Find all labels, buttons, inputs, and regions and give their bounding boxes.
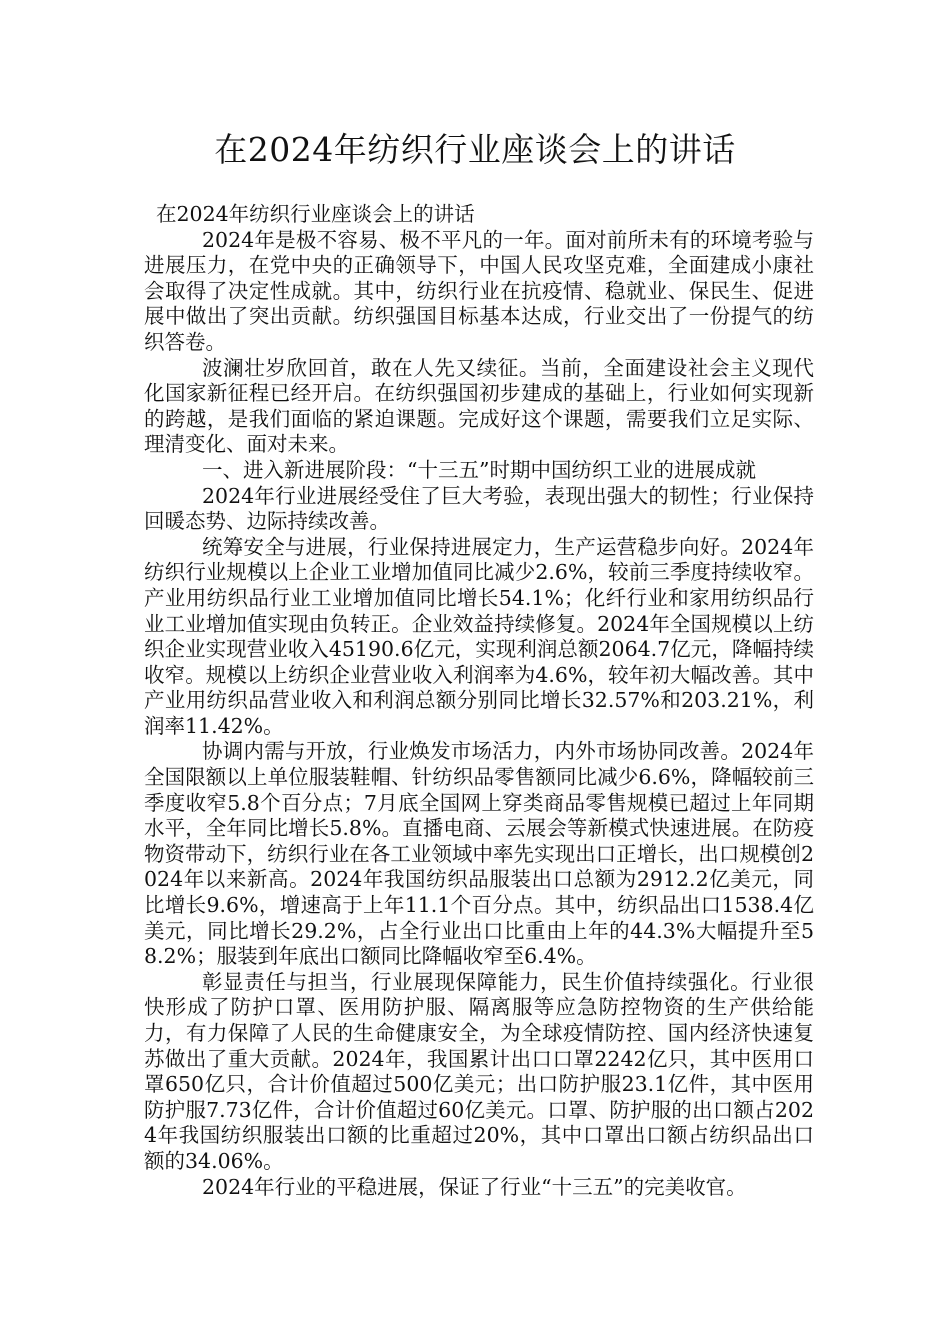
paragraph-resilience: 2024年行业进展经受住了巨大考验，表现出强大的韧性；行业保持回暖态势、边际持续改善。 <box>144 483 814 534</box>
paragraph-intro: 2024年是极不容易、极不平凡的一年。面对前所未有的环境考验与进展压力，在党中央的正确领导下，中国人民攻坚克难，全面建成小康社会取得了决定性成就。其中，纺织行业在抗疫情、稳就业、保民生、促进展中做出了突出贡献。纺织强国目标基本达成，行业交出了一份提气的纺织答卷。 <box>144 227 814 354</box>
document-title: 在2024年纺织行业座谈会上的讲话 <box>214 130 736 169</box>
section-heading-1: 一、进入新进展阶段：“十三五”时期中国纺织工业的进展成就 <box>202 457 756 482</box>
paragraph-market: 协调内需与开放，行业焕发市场活力，内外市场协同改善。2024年全国限额以上单位服装鞋帽、针纺织品零售额同比减少6.6%，降幅较前三季度收窄5.8个百分点；7月底全国网上穿类商品零售规模已超过上年同期水平，全年同比增长5.8%。直播电商、云展会等新模式快速进展。在防疫物资带动下，纺织行业在各工业领域中率先实现出口正增长，出口规模创2024年以来新高。2024年我国纺织品服装出口总额为2912.2亿美元，同比增长9.6%，增速高于上年11.1个百分点。其中，纺织品出口1538.4亿美元，同比增长29.2%，占全行业出口比重由上年的44.3%大幅提升至58.2%；服装到年底出口额同比降幅收窄至6.4%。 <box>144 739 814 969</box>
paragraph-outlook: 波澜壮岁欣回首，敢在人先又续征。当前，全面建设社会主义现代化国家新征程已经开启。在纺织强国初步建成的基础上，行业如何实现新的跨越，是我们面临的紧迫课题。完成好这个课题，需要我们立足实际、理清变化、面对未来。 <box>144 355 814 457</box>
paragraph-responsibility: 彰显责任与担当，行业展现保障能力，民生价值持续强化。行业很快形成了防护口罩、医用防护服、隔离服等应急防控物资的生产供给能力，有力保障了人民的生命健康安全，为全球疫情防控、国内经济快速复苏做出了重大贡献。2024年，我国累计出口口罩2242亿只，其中医用口罩650亿只，合计价值超过500亿美元；出口防护服23.1亿件，其中医用防护服7.73亿件，合计价值超过60亿美元。口罩、防护服的出口额占2024年我国纺织服装出口额的比重超过20%，其中口罩出口额占纺织品出口额的34.06%。 <box>144 969 814 1173</box>
paragraph-conclusion: 2024年行业的平稳进展，保证了行业“十三五”的完美收官。 <box>202 1174 747 1199</box>
document-subtitle: 在2024年纺织行业座谈会上的讲话 <box>156 202 475 226</box>
document-body <box>144 202 814 1200</box>
paragraph-production: 统筹安全与进展，行业保持进展定力，生产运营稳步向好。2024年纺织行业规模以上企业工业增加值同比减少2.6%，较前三季度持续收窄。产业用纺织品行业工业增加值同比增长54.1%；化纤行业和家用纺织品行业工业增加值实现由负转正。企业效益持续修复。2024年全国规模以上纺织企业实现营业收入45190.6亿元，实现利润总额2064.7亿元，降幅持续收窄。规模以上纺织企业营业收入利润率为4.6%，较年初大幅改善。其中产业用纺织品营业收入和利润总额分别同比增长32.57%和203.21%，利润率11.42%。 <box>144 534 814 738</box>
